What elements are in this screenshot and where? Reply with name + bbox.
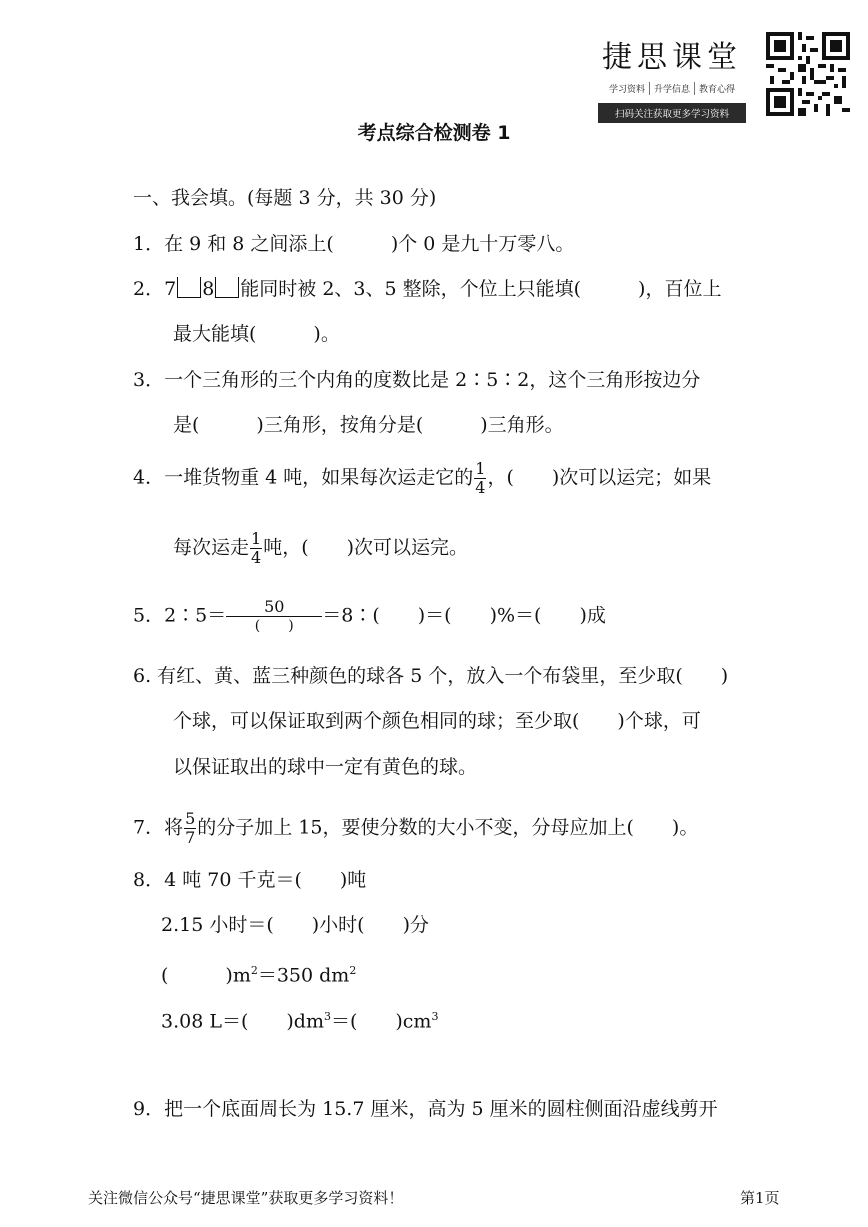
question-text: 3.08 L＝( )dm bbox=[161, 1010, 324, 1033]
brand-tag: 升学信息 bbox=[649, 82, 690, 95]
question-8-line-3 bbox=[161, 959, 356, 987]
question-text: 4．一堆货物重 4 吨，如果每次运走它的 bbox=[133, 466, 474, 489]
fraction-denominator: 4 bbox=[475, 478, 486, 497]
question-8-line-2: 2.15 小时＝( )小时( )分 bbox=[161, 914, 429, 936]
superscript: 2 bbox=[250, 964, 258, 977]
question-3-line-2: 是( )三角形，按角分是( )三角形。 bbox=[173, 414, 564, 436]
brand-tag: 学习资料 bbox=[608, 85, 645, 95]
blank-box bbox=[177, 277, 201, 298]
fraction-denominator: ( ) bbox=[254, 618, 294, 634]
question-6-line-2: 个球，可以保证取到两个颜色相同的球；至少取( )个球，可 bbox=[173, 710, 701, 732]
digit: 8 bbox=[202, 278, 215, 300]
question-6-line-1: 6. 有红、黄、蓝三种颜色的球各 5 个，放入一个布袋里，至少取( ) bbox=[133, 665, 729, 687]
fraction bbox=[226, 598, 322, 635]
question-2-line-2: 最大能填( )。 bbox=[173, 323, 340, 345]
question-6-line-3: 以保证取出的球中一定有黄色的球。 bbox=[173, 756, 478, 778]
question-text: 的分子加上 15，要使分数的大小不变，分母应加上( )。 bbox=[197, 816, 699, 839]
fraction bbox=[184, 810, 196, 847]
superscript: 3 bbox=[323, 1010, 331, 1023]
page-title: 考点综合检测卷 1 bbox=[357, 122, 511, 144]
question-text: ＝350 dm bbox=[257, 964, 350, 987]
question-9: 9．把一个底面周长为 15.7 厘米，高为 5 厘米的圆柱侧面沿虚线剪开 bbox=[133, 1098, 718, 1120]
question-1: 1．在 9 和 8 之间添上( )个 0 是九十万零八。 bbox=[133, 233, 575, 255]
question-text: ( )m bbox=[161, 964, 251, 987]
fraction bbox=[250, 530, 262, 567]
question-text: ＝8∶( )＝( )%＝( )成 bbox=[322, 604, 606, 627]
question-text: ＝( )cm bbox=[330, 1010, 432, 1033]
question-8-line-1: 8．4 吨 70 千克＝( )吨 bbox=[133, 869, 367, 891]
question-8-line-4 bbox=[161, 1005, 438, 1033]
footer-note: 关注微信公众号“捷思课堂”获取更多学习资料！ bbox=[88, 1189, 404, 1207]
question-text: 7．将 bbox=[133, 816, 184, 839]
blank-box bbox=[215, 277, 239, 298]
question-2-line-1 bbox=[133, 277, 721, 301]
question-text: 吨，( )次可以运完。 bbox=[263, 536, 469, 559]
question-number: 2． bbox=[133, 278, 165, 300]
superscript: 3 bbox=[431, 1010, 439, 1023]
question-7 bbox=[133, 810, 698, 847]
brand-block bbox=[598, 32, 746, 123]
brand-name: 捷思课堂 bbox=[602, 40, 742, 75]
brand-bar: 扫码关注获取更多学习资料 bbox=[598, 103, 746, 123]
fraction-numerator: 1 bbox=[475, 459, 486, 478]
question-text: 能同时被 2、3、5 整除，个位上只能填( )，百位上 bbox=[240, 278, 722, 300]
brand-tag: 教育心得 bbox=[694, 82, 735, 95]
fraction-numerator: 50 bbox=[226, 598, 322, 617]
superscript: 2 bbox=[349, 964, 357, 977]
question-5 bbox=[133, 598, 606, 635]
page-number: 第1页 bbox=[740, 1189, 780, 1207]
question-text: ，( )次可以运完；如果 bbox=[487, 466, 712, 489]
fraction-denominator: 7 bbox=[185, 828, 196, 847]
fraction-numerator: 1 bbox=[251, 529, 262, 548]
question-text: 每次运走 bbox=[173, 536, 250, 559]
fraction-denominator: 4 bbox=[251, 548, 262, 567]
question-4-line-1 bbox=[133, 460, 711, 497]
fraction bbox=[474, 460, 486, 497]
section-heading: 一、我会填。(每题 3 分，共 30 分) bbox=[133, 187, 437, 209]
question-3-line-1: 3．一个三角形的三个内角的度数比是 2∶5∶2，这个三角形按边分 bbox=[133, 369, 701, 391]
brand-tags bbox=[598, 82, 746, 95]
question-4-line-2 bbox=[173, 530, 468, 567]
digit: 7 bbox=[164, 278, 177, 300]
fraction-numerator: 5 bbox=[185, 809, 196, 828]
question-text: 5．2∶5＝ bbox=[133, 604, 227, 627]
qr-code-icon bbox=[766, 32, 850, 116]
